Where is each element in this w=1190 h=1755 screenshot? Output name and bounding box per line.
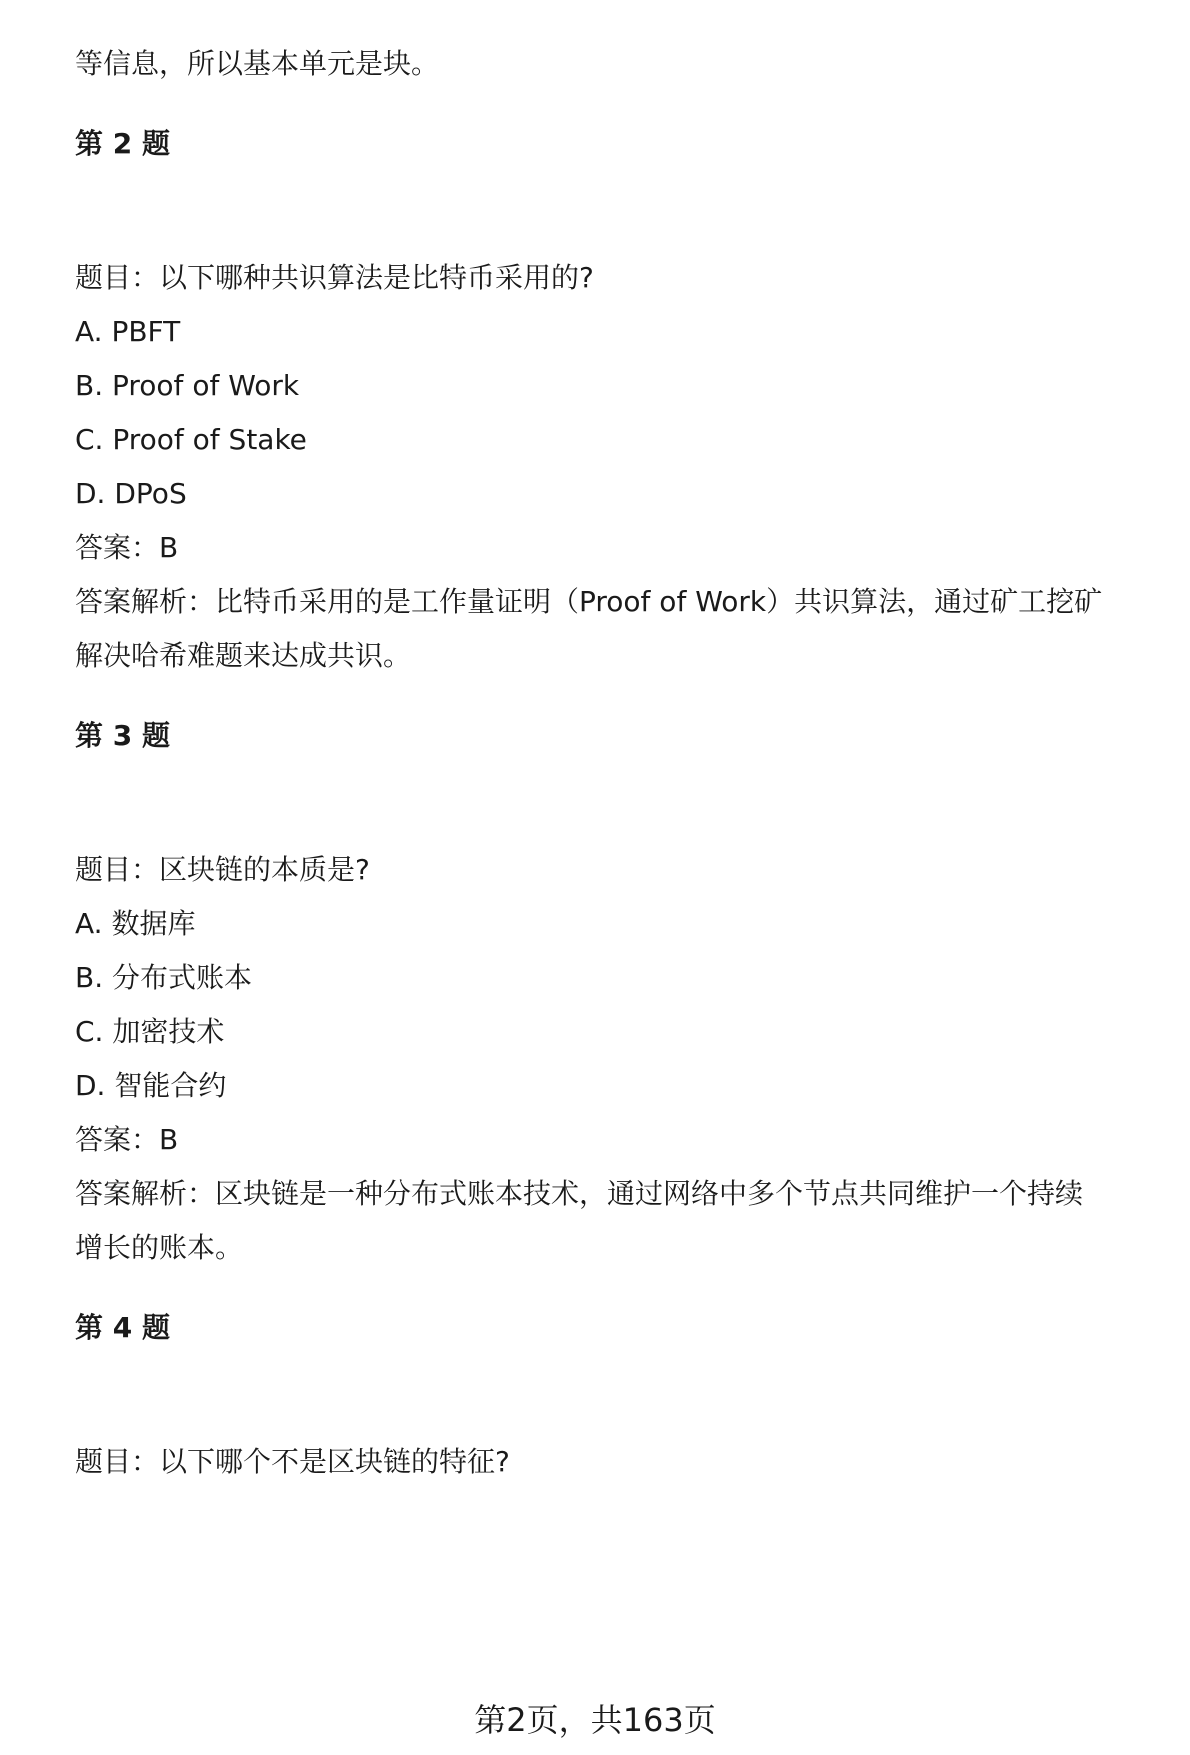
question-heading: 第 3 题 — [75, 719, 170, 752]
answer-analysis-line: 答案解析：比特币采用的是工作量证明（Proof of Work）共识算法，通过矿工挖矿 — [75, 585, 1103, 618]
question-heading: 第 2 题 — [75, 127, 170, 160]
question-prompt: 题目：区块链的本质是? — [75, 853, 370, 886]
option-b: B. Proof of Work — [75, 369, 300, 402]
question-prompt: 题目：以下哪种共识算法是比特币采用的? — [75, 261, 594, 294]
answer: 答案：B — [75, 531, 179, 564]
option-c: C. 加密技术 — [75, 1015, 225, 1048]
answer-analysis-line: 解决哈希难题来达成共识。 — [75, 639, 412, 672]
answer-analysis-line: 增长的账本。 — [75, 1231, 244, 1264]
question-heading: 第 4 题 — [75, 1311, 170, 1344]
option-d: D. DPoS — [75, 477, 187, 510]
option-b: B. 分布式账本 — [75, 961, 253, 994]
page-indicator: 第2页，共163页 — [474, 1701, 716, 1739]
question-prompt: 题目：以下哪个不是区块链的特征? — [75, 1445, 510, 1478]
option-d: D. 智能合约 — [75, 1069, 227, 1102]
intro-continuation: 等信息，所以基本单元是块。 — [75, 47, 440, 80]
option-a: A. PBFT — [75, 315, 181, 348]
option-a: A. 数据库 — [75, 907, 196, 940]
answer: 答案：B — [75, 1123, 179, 1156]
option-c: C. Proof of Stake — [75, 423, 307, 456]
answer-analysis-line: 答案解析：区块链是一种分布式账本技术，通过网络中多个节点共同维护一个持续 — [75, 1177, 1084, 1210]
